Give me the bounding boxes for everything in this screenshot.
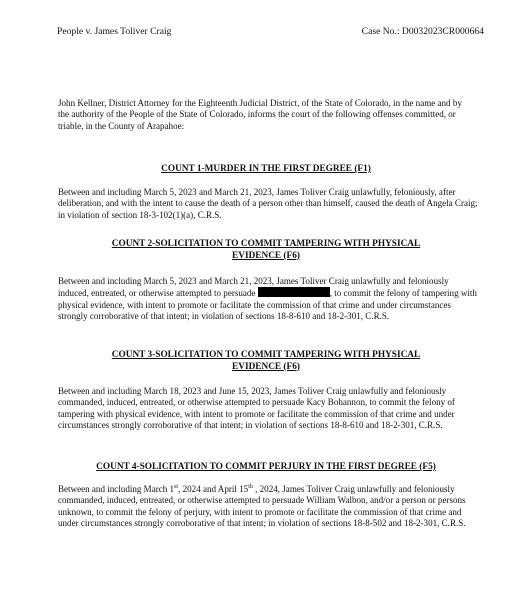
count-2-title [58, 239, 474, 262]
count-2-title-line2: EVIDENCE (F6) [232, 250, 300, 261]
count-4-title: COUNT 4-SOLICITATION TO COMMIT PERJURY IN THE FIRST DEGREE (F5) [96, 462, 436, 472]
count-4-sup-a: st [174, 483, 179, 490]
count-4-sup-b: th [248, 483, 253, 490]
intro-paragraph: John Kellner, District Attorney for the Eighteenth Judicial District, of the State of Colorado, in the name and by the authority of the People of the State of Colorado, informs the court of the following offenses committed, or triable, in the County of Arapahoe: [58, 98, 462, 131]
count-4-text-c: , 2024, James Toliver Craig unlawfully and feloniously commanded, induced, entreated, or otherwise attempted to persuade William Walbon, and/or a person or persons unknown, to commit the felony of perjury, with intent to promote or facilitate the commission of that crime and under circumstances strongly corroborative of that intent; in violation of sections 18-8-502 and 18-2-301, C.R.S. [58, 484, 466, 529]
count-1-text: Between and including March 5, 2023 and March 21, 2023, James Toliver Craig unlawfully, feloniously, after deliberation, and with the intent to cause the death of a person other than himself, caused the death of Angela Craig; in violation of section 18-3-102(1)(a), C.R.S. [58, 187, 478, 220]
count-2-title-line1: COUNT 2-SOLICITATION TO COMMIT TAMPERING WITH PHYSICAL [111, 239, 421, 249]
count-2-text [58, 276, 478, 323]
count-3-text: Between and including March 18, 2023 and June 15, 2023, James Toliver Craig unlawfully and feloniously commanded, induced, entreated, or otherwise attempted to persuade Kacy Bohannon, to commit the felony of tampering with physical evidence, with intent to promote or facilitate the commission of that crime and under circumstances strongly corroborative of that intent; in violation of sections 18-8-610 and 18-2-301, C.R.S. [58, 386, 455, 431]
count-3-title-line2: EVIDENCE (F6) [232, 361, 300, 372]
count-4-text-a: Between and including March 1 [58, 484, 175, 494]
count-4-text-b: , 2024 and April 15 [178, 484, 249, 494]
count-1-title: COUNT 1-MURDER IN THE FIRST DEGREE (F1) [161, 164, 371, 174]
case-number: Case No.: D0032023CR000664 [361, 26, 484, 37]
count-3-title [58, 350, 474, 373]
count-2-text-after: , to commit the felony of tampering with physical evidence, with intent to promote or facilitate the commission of that crime and under circumstances strongly corroborative of that intent; in violation of sections 18-8-610 and 18-2-301, C.R.S. [58, 288, 477, 322]
count-2-text-before: Between and including March 5, 2023 and March 21, 2023, James Toliver Craig unlawfully and feloniously induced, entreated, or otherwise attempted to persuade [58, 276, 449, 299]
count-4-text [58, 484, 478, 530]
redaction-block [258, 287, 330, 297]
case-caption: People v. James Toliver Craig [57, 26, 172, 37]
count-3-title-line1: COUNT 3-SOLICITATION TO COMMIT TAMPERING WITH PHYSICAL [111, 350, 421, 360]
